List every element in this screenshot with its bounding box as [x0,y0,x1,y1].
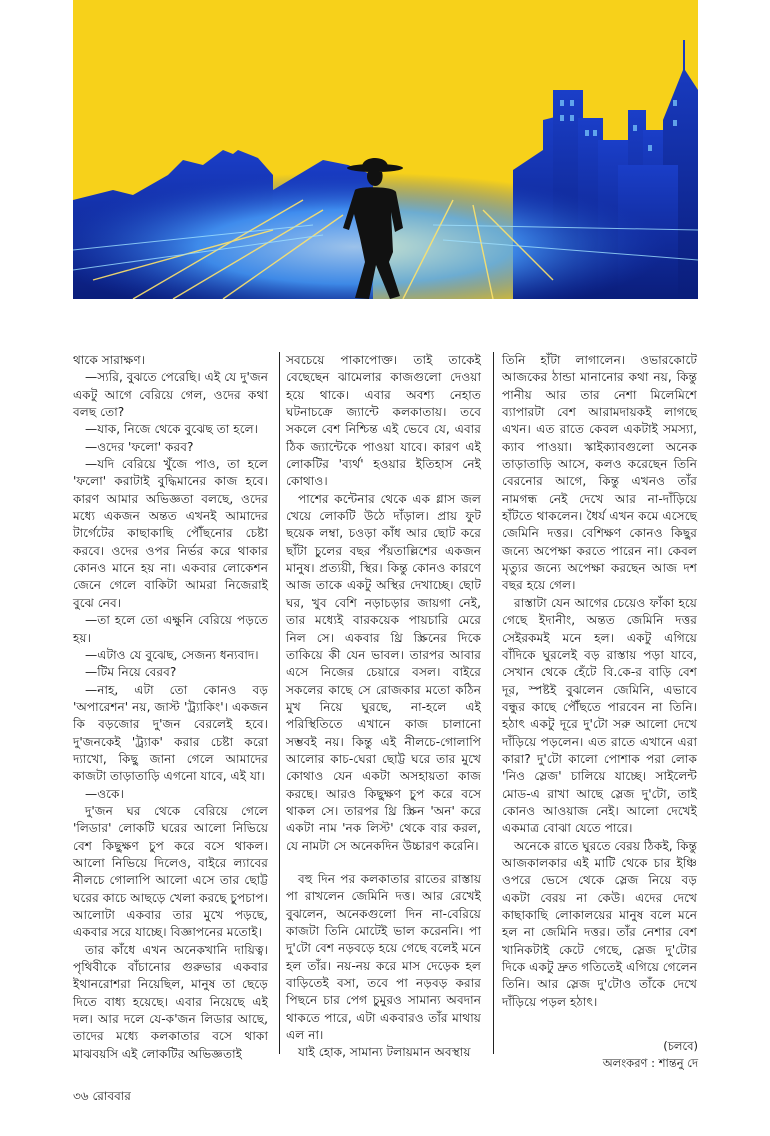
paragraph: থাকে সারাক্ষণ। [73,353,146,367]
paragraph: সবচেয়ে পাকাপোক্ত। তাই তাকেই বেছেছেন ঝামেলার কাজগুলো দেওয়া হয়ে থাকে। এবার অবশ্য নেহাত ঘটনাচক্রে জ্যান্টে কলকাতায়। তবে সকলে বেশ নিশ্চিন্ত এই ভেবে যে, এবার ঠিক জ্যান্টেকে পাওয়া যাবে। কারণ এই লোকটির 'ব্যর্থ' হওয়ার ইতিহাস নেই কোথাও। [286,353,481,489]
magazine-name: রোববার [92,1089,131,1103]
paragraph: দু'জন ঘর থেকে বেরিয়ে গেলে 'লিডার' লোকটি ঘরের আলো নিভিয়ে বেশ কিছুক্ষণ চুপ করে বসে থাকল। আলো নিভিয়ে দিলেও, বাইরে ল্যাবের নীলচে গোলাপি আলো এসে তার ছোট্ট ঘরের কাচে আছড়ে খেলা করছে চুপচাপ। আলোটা একবার তার মুখে পড়ছে, একবার সরে যাচ্ছে। বিজ্ঞাপনের মতোই। [73,803,268,940]
paragraph: —যদি বেরিয়ে খুঁজে পাও, তা হলে 'ফলো' করাটাই বুদ্ধিমানের কাজ হবে। কারণ আমার অভিজ্ঞতা বলছে, ওদের মধ্যে একজন অন্তত এখনই আমাদের টার্গেটের কাছাকাছি পৌঁছনোর চেষ্টা করবে। ওদের ওপর নির্ভর করে থাকার কোনও মানে হয় না। একবার লোকেশন জেনে গেলে বাকিটা আমরা নিজেরাই বুঝে নেব। [73,457,268,610]
paragraph: —ওকে। [85,786,124,801]
column-divider [279,352,280,1054]
paragraph: —যাক, নিজে থেকে বুঝেছ তা হলে। [85,422,259,437]
text-column-1 [73,352,268,1063]
city-skyline-graphic [73,0,698,299]
paragraph: —টিম নিয়ে বেরব? [85,665,177,680]
continued-note: (চলবে) [663,1039,698,1053]
paragraph: তার কাঁধে এখন অনেকখানি দায়িত্ব। পৃথিবীকে বাঁচানোর গুরুভার একবার ইথানরোশরা নিয়েছিল, মানুষ তা ছেড়ে দিতে বাধ্য হয়েছে। এবার নিয়েছে এই দল। আর দলে যে-ক'জন লিডার আছে, তাদের মধ্যে কলকাতার বসে থাকা মাঝবয়সি এই লোকটির অভিজ্ঞতাই [73,942,268,1061]
paragraph: রাস্তাটা যেন আগের চেয়েও ফাঁকা হয়ে গেছে ইদানীং, অন্তত জেমিনি দত্তর সেইরকমই মনে হল। একটু এগিয়ে বাঁদিকে ঘুরলেই বড় রাস্তায় পড়া যাবে, সেখান থেকে হেঁটে বি.কে-র বাড়ি বেশ দূর, স্পষ্টই বুঝলেন জেমিনি, এভাবে বন্ধুর কাছে পৌঁছতে পারবেন না তিনি। হঠাৎ একটু দূরে দু'টো সরু আলো দেখে দাঁড়িয়ে পড়লেন। এত রাতে এখানে এরা কারা? দু'টো কালো পোশাক পরা লোক 'নিও স্লেজ' চালিয়ে যাচ্ছে। সাইলেন্ট মোড-এ রাখা আছে স্লেজ দু'টো, তাই কোনও আওয়াজ নেই। আলো দেখেই একমাত্র বোঝা যেতে পারে। [502,595,697,836]
paragraph: —এটাও যে বুঝেছ, সেজন্য ধন্যবাদ। [85,647,259,662]
illustration-credit: অলংকরণ : শান্তনু দে [602,1056,698,1070]
column-divider [493,352,494,1054]
paragraph: তিনি হাঁটা লাগালেন। ওভারকোটে আজকের ঠান্ডা মানানোর কথা নয়, কিন্তু পানীয় আর তার নেশা মিলেমিশে ব্যাপারটা বেশ আরামদায়কই লাগছে এখন। এত রাতে কেবল একটাই সমস্যা, ক্যাব পাওয়া। স্কাইক্যাবগুলো অনেক তাড়াতাড়ি আসে, কলও করেছেন তিনি বেরনোর আগে, কিন্তু এখনও তাঁর নামগন্ধ নেই দেখে আর না-দাঁড়িয়ে হাঁটতে থাকলেন। ধৈর্য এখন কমে এসেছে জেমিনি দত্তর। বেশিক্ষণ কোনও কিছুর জন্যে অপেক্ষা করতে পারেন না। কেবল মৃত্যুর জন্যে অপেক্ষা করছেন আজ দশ বছর হয়ে গেল। [502,353,697,593]
paragraph: যাই হোক, সামান্য টলায়মান অবস্থায় [298,1045,471,1060]
paragraph: বহু দিন পর কলকাতার রাতের রাস্তায় পা রাখলেন জেমিনি দত্ত। আর রেখেই বুঝলেন, অনেকগুলো দিন না-বেরিয়ে কাজটা তিনি মোটেই ভাল করেননি। পা দু'টো বেশ নড়বড়ে হয়ে গেছে বলেই মনে হল তাঁর। নয়-নয় করে মাস দেড়েক হল বাড়িতেই বসা, তবে পা নড়বড় করার পিছনে চার পেগ চুমুরও সামান্য অবদান থাকতে পারে, এটা একবারও তাঁর মাথায় এল না। [286,871,481,1043]
paragraph: —স্যরি, বুঝতে পেরেছি। এই যে দু'জন একটু আগে বেরিয়ে গেল, ওদের কথা বলছ তো? [73,370,268,420]
text-column-2 [286,352,481,1062]
text-column-3 [502,352,697,1011]
page-footer [73,1088,131,1108]
paragraph: অনেকে রাতে ঘুরতে বেরয় ঠিকই, কিন্তু আজকালকার এই মাটি থেকে চার ইঞ্চি ওপরে ভেসে থেকে স্লেজ নিয়ে বড় একটা বেরয় না কেউ। এদের দেখে কাছাকাছি লোকালয়ের মানুষ বলে মনে হল না জেমিনি দত্তর। তাঁর নেশার বেশ খানিকটাই কেটে গেছে, স্লেজ দু'টোর দিকে একটু দ্রুত গতিতেই এগিয়ে গেলেন তিনি। আর স্লেজ দু'টোও তাঁকে দেখে দাঁড়িয়ে পড়ল হঠাৎ। [502,838,697,1009]
paragraph: —নাহ, এটা তো কোনও বড় 'অপারেশন' নয়, জাস্ট 'ট্র্যাকিং'। একজন কি বড়জোর দু'জন বেরলেই হবে। দু'জনকেই 'ট্র্যাক' করার চেষ্টা করো দ্যাখো, কিছু জানা গেলে আমাদের কাজটা তাড়াতাড়ি এগনো যাবে, এই যা। [73,682,268,784]
hero-illustration [73,0,698,299]
byline [560,1038,698,1072]
page-number: ৩৬ [73,1089,89,1103]
paragraph: —ওদের 'ফলো' করব? [85,439,194,454]
paragraph: —তা হলে তো এক্ষুনি বেরিয়ে পড়তে হয়। [73,613,268,645]
paragraph: পাশের কন্টেনার থেকে এক গ্লাস জল খেয়ে লোকটি উঠে দাঁড়াল। প্রায় ফুট ছয়েক লম্বা, চওড়া কাঁধ আর ছোট করে ছাঁটা চুলের বছর পঁয়তাল্লিশের একজন মানুষ। প্রত্যয়ী, স্থির। কিন্তু কোনও কারণে আজ তাকে একটু অস্থির দেখাচ্ছে। ছোট ঘর, খুব বেশি নড়াচড়ার জায়গা নেই, তার মধ্যেই বারকয়েক পায়চারি মেরে নিল সে। একবার থ্রি স্ক্রিনের দিকে তাকিয়ে কী যেন ভাবল। তারপর আবার এসে নিজের চেয়ারে বসল। বাইরে সকলের কাছে সে রোজকার মতো কঠিন মুখ নিয়ে ঘুরছে, না-হলে এই পরিস্থিতিতে এখানে কাজ চালানো সম্ভবই নয়। কিন্তু এই নীলচে-গোলাপি আলোর কাচ-ঘেরা ছোট্ট ঘরে তার মুখে কোথাও যেন একটা অসহায়তা কাজ করছে। আরও কিছুক্ষণ চুপ করে বসে থাকল সে। তারপর থ্রি স্ক্রিন 'অন' করে একটা নাম 'নক লিস্ট' থেকে বার করল, যে নামটা সে অনেকদিন উচ্চারণ করেনি। [286,491,481,853]
